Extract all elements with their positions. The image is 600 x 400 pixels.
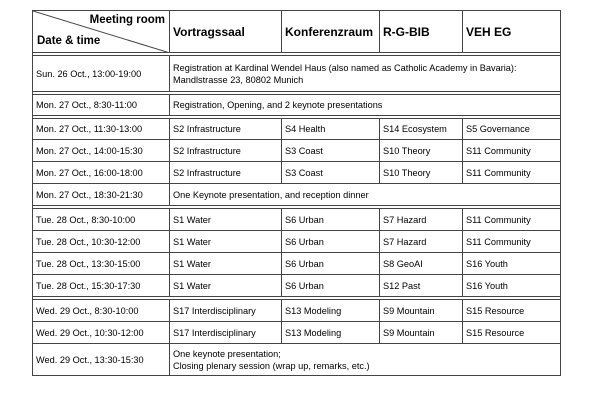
- session-cell: S1 Water: [170, 209, 282, 231]
- room-header: R-G-BIB: [380, 11, 463, 53]
- session-cell: S3 Coast: [282, 140, 380, 162]
- session-cell: S7 Hazard: [380, 209, 463, 231]
- session-cell: S16 Youth: [463, 275, 561, 297]
- corner-cell: [33, 11, 170, 53]
- time-cell: Tue. 28 Oct., 13:30-15:00: [33, 253, 170, 275]
- time-cell: Tue. 28 Oct., 10:30-12:00: [33, 231, 170, 253]
- session-cell: S14 Ecosystem: [380, 119, 463, 140]
- session-cell: S11 Community: [463, 162, 561, 184]
- time-cell: Mon. 27 Oct., 16:00-18:00: [33, 162, 170, 184]
- schedule-row: [33, 56, 561, 92]
- time-cell: Mon. 27 Oct., 8:30-11:00: [33, 95, 170, 116]
- session-cell: S4 Health: [282, 119, 380, 140]
- session-cell: S2 Infrastructure: [170, 140, 282, 162]
- merged-event-cell: [170, 344, 561, 376]
- schedule-row: [33, 95, 561, 116]
- schedule-row: [33, 322, 561, 344]
- corner-label-room: Meeting room: [89, 14, 165, 26]
- session-cell: S13 Modeling: [282, 300, 380, 322]
- header-row: [33, 11, 561, 53]
- event-text-line: One keynote presentation;: [173, 348, 281, 359]
- session-cell: S13 Modeling: [282, 322, 380, 344]
- session-cell: S15 Resource: [463, 322, 561, 344]
- schedule-row: [33, 275, 561, 297]
- schedule-row: [33, 231, 561, 253]
- schedule-table: [32, 10, 561, 376]
- session-cell: S6 Urban: [282, 231, 380, 253]
- merged-event-cell: Registration, Opening, and 2 keynote presentations: [170, 95, 561, 116]
- session-cell: S7 Hazard: [380, 231, 463, 253]
- time-cell: Mon. 27 Oct., 11:30-13:00: [33, 119, 170, 140]
- schedule-row: [33, 300, 561, 322]
- time-cell: Wed. 29 Oct., 10:30-12:00: [33, 322, 170, 344]
- session-cell: S17 Interdisciplinary: [170, 300, 282, 322]
- session-cell: S6 Urban: [282, 275, 380, 297]
- schedule-row: [33, 140, 561, 162]
- session-cell: S12 Past: [380, 275, 463, 297]
- corner-label-date: Date & time: [37, 35, 101, 47]
- event-text-line: Closing plenary session (wrap up, remarks, etc.): [173, 360, 370, 371]
- schedule-row: [33, 119, 561, 140]
- session-cell: S5 Governance: [463, 119, 561, 140]
- session-cell: S2 Infrastructure: [170, 119, 282, 140]
- session-cell: S8 GeoAI: [380, 253, 463, 275]
- session-cell: S9 Mountain: [380, 300, 463, 322]
- session-cell: S10 Theory: [380, 140, 463, 162]
- time-cell: Mon. 27 Oct., 18:30-21:30: [33, 184, 170, 206]
- room-header: Vortragssaal: [170, 11, 282, 53]
- session-cell: S11 Community: [463, 140, 561, 162]
- session-cell: S11 Community: [463, 209, 561, 231]
- session-cell: S1 Water: [170, 275, 282, 297]
- session-cell: S16 Youth: [463, 253, 561, 275]
- time-cell: Wed. 29 Oct., 13:30-15:30: [33, 344, 170, 376]
- session-cell: S11 Community: [463, 231, 561, 253]
- time-cell: Tue. 28 Oct., 15:30-17:30: [33, 275, 170, 297]
- schedule-row: [33, 209, 561, 231]
- schedule-row: [33, 162, 561, 184]
- session-cell: S17 Interdisciplinary: [170, 322, 282, 344]
- schedule-row: [33, 184, 561, 206]
- time-cell: Sun. 26 Oct., 13:00-19:00: [33, 56, 170, 92]
- session-cell: S1 Water: [170, 231, 282, 253]
- time-cell: Wed. 29 Oct., 8:30-10:00: [33, 300, 170, 322]
- session-cell: S10 Theory: [380, 162, 463, 184]
- room-header: VEH EG: [463, 11, 561, 53]
- session-cell: S9 Mountain: [380, 322, 463, 344]
- merged-event-cell: One Keynote presentation, and reception dinner: [170, 184, 561, 206]
- session-cell: S1 Water: [170, 253, 282, 275]
- schedule-row: [33, 344, 561, 376]
- session-cell: S6 Urban: [282, 209, 380, 231]
- time-cell: Tue. 28 Oct., 8:30-10:00: [33, 209, 170, 231]
- schedule-row: [33, 253, 561, 275]
- session-cell: S15 Resource: [463, 300, 561, 322]
- session-cell: S6 Urban: [282, 253, 380, 275]
- session-cell: S2 Infrastructure: [170, 162, 282, 184]
- room-header: Konferenzraum: [282, 11, 380, 53]
- session-cell: S3 Coast: [282, 162, 380, 184]
- merged-event-cell: Registration at Kardinal Wendel Haus (also named as Catholic Academy in Bavaria): Mandlstrasse 23, 80802 Munich: [170, 56, 561, 92]
- time-cell: Mon. 27 Oct., 14:00-15:30: [33, 140, 170, 162]
